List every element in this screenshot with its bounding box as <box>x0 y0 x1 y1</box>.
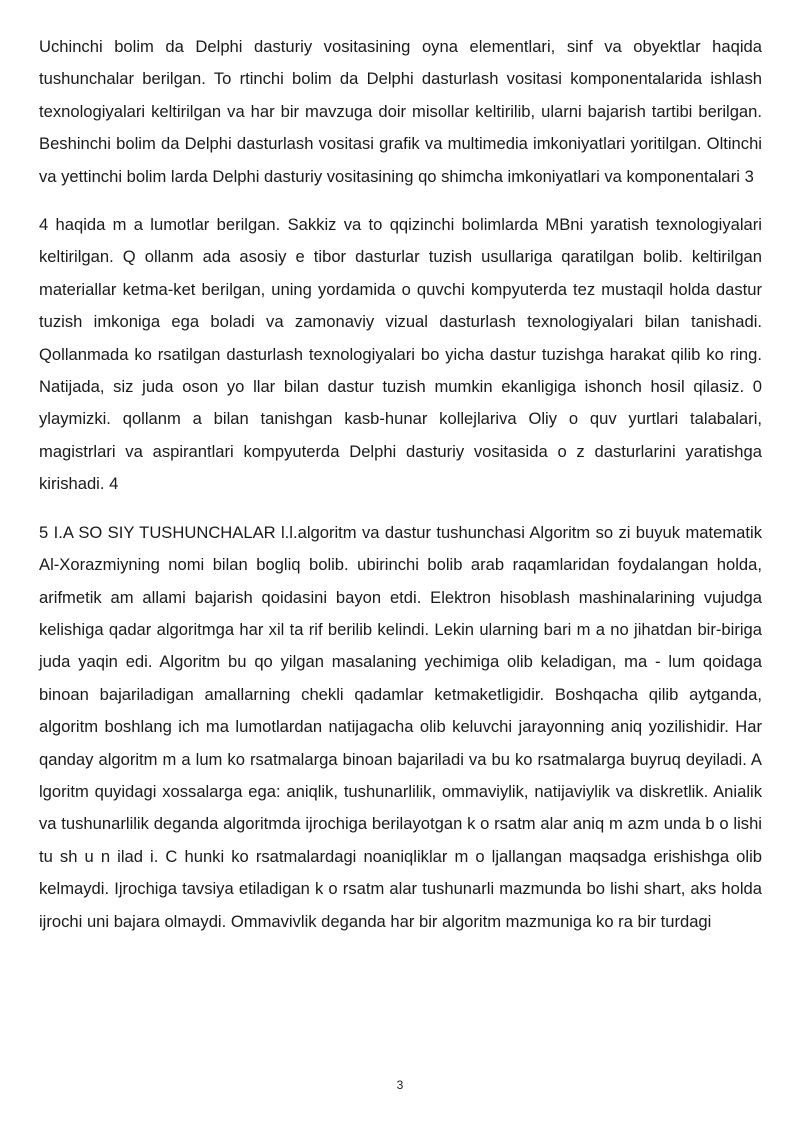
paragraph-2: 4 haqida m a lumotlar berilgan. Sakkiz va to qqizinchi bolimlarda MBni yaratish texnologiyalari keltirilgan. Q ollanm ada asosiy e tibor dasturlar tuzish usullariga qaratilgan bolib. keltirilgan materiallar ketma-ket berilgan, uning yordamida o quvchi kompyuterda tez mustaqil holda dastur tuzish imkoniga ega boladi va zamonaviy vizual dasturlash texnologiyalari bilan tanishadi. Qollanmada ko rsatilgan dasturlash texnologiyalari bo yicha dastur tuzishga harakat qilib ko ring. Natijada, siz juda oson yo llar bilan dastur tuzish mumkin ekanligiga ishonch hosil qilasiz. 0 ylaymizki. qollanm a bilan tanishgan kasb-hunar kollejlariva Oliy o quv yurtlari talabalari, magistrlari va aspirantlari kompyuterda Delphi dasturiy vositasida o z dasturlarini yaratishga kirishadi. 4 <box>39 215 762 494</box>
page-number: 3 <box>396 1078 404 1092</box>
paragraph-1: Uchinchi bolim da Delphi dasturiy vositasining oyna elementlari, sinf va obyektlar haqida tushunchalar berilgan. To rtinchi bolim da Delphi dasturlash vositasi komponentalarida ishlash texnologiyalari keltirilgan va har bir mavzuga doir misollar keltirilib, ularni bajarish tartibi berilgan. Beshinchi bolim da Delphi dasturlash vositasi grafik va multimedia imkoniyatlari yoritilgan. Oltinchi va yettinchi bolim larda Delphi dasturiy vositasining qo shimcha imkoniyatlari va komponentalari 3 <box>39 37 762 186</box>
paragraph-3: 5 I.A SO SIY TUSHUNCHALAR l.l.algoritm va dastur tushunchasi Algoritm so zi buyuk matematik Al-Xorazmiyning nomi bilan bogliq bolib. ubirinchi bolib arab raqamlaridan foydalangan holda, arifmetik am allami bajarish qoidasini bayon etdi. Elektron hisoblash mashinalarining vujudga kelishiga qadar algoritmga har xil ta rif berilib kelindi. Lekin ularning bari m a no jihatdan bir-biriga juda yaqin edi. Algoritm bu qo yilgan masalaning yechimiga olib keladigan, ma - lum qoidaga binoan bajariladigan amallarning chekli qadamlar ketmaketligidir. Boshqacha qilib aytganda, algoritm boshlang ich ma lumotlardan natijagacha olib keluvchi jarayonning aniq yozilishidir. Har qanday algoritm m a lum ko rsatmalarga binoan bajariladi va bu ko rsatmalarga buyruq deyiladi. A lgoritm quyidagi xossalarga ega: aniqlik, tushunarlilik, ommaviylik, natijaviylik va diskretlik. Anialik va tushunarlilik deganda algoritmda ijrochiga berilayotgan k o rsatm alar aniq m azm unda b o lishi tu sh u n ilad i. C hunki ko rsatmalardagi noaniqliklar m o ljallangan maqsadga erishishga olib kelmaydi. Ijrochiga tavsiya etiladigan k o rsatm alar tushunarli mazmunda bo lishi shart, aks holda ijrochi uni bajara olmaydi. Ommavivlik deganda har bir algoritm mazmuniga ko ra bir turdagi <box>39 522 762 931</box>
document-page <box>39 31 762 954</box>
